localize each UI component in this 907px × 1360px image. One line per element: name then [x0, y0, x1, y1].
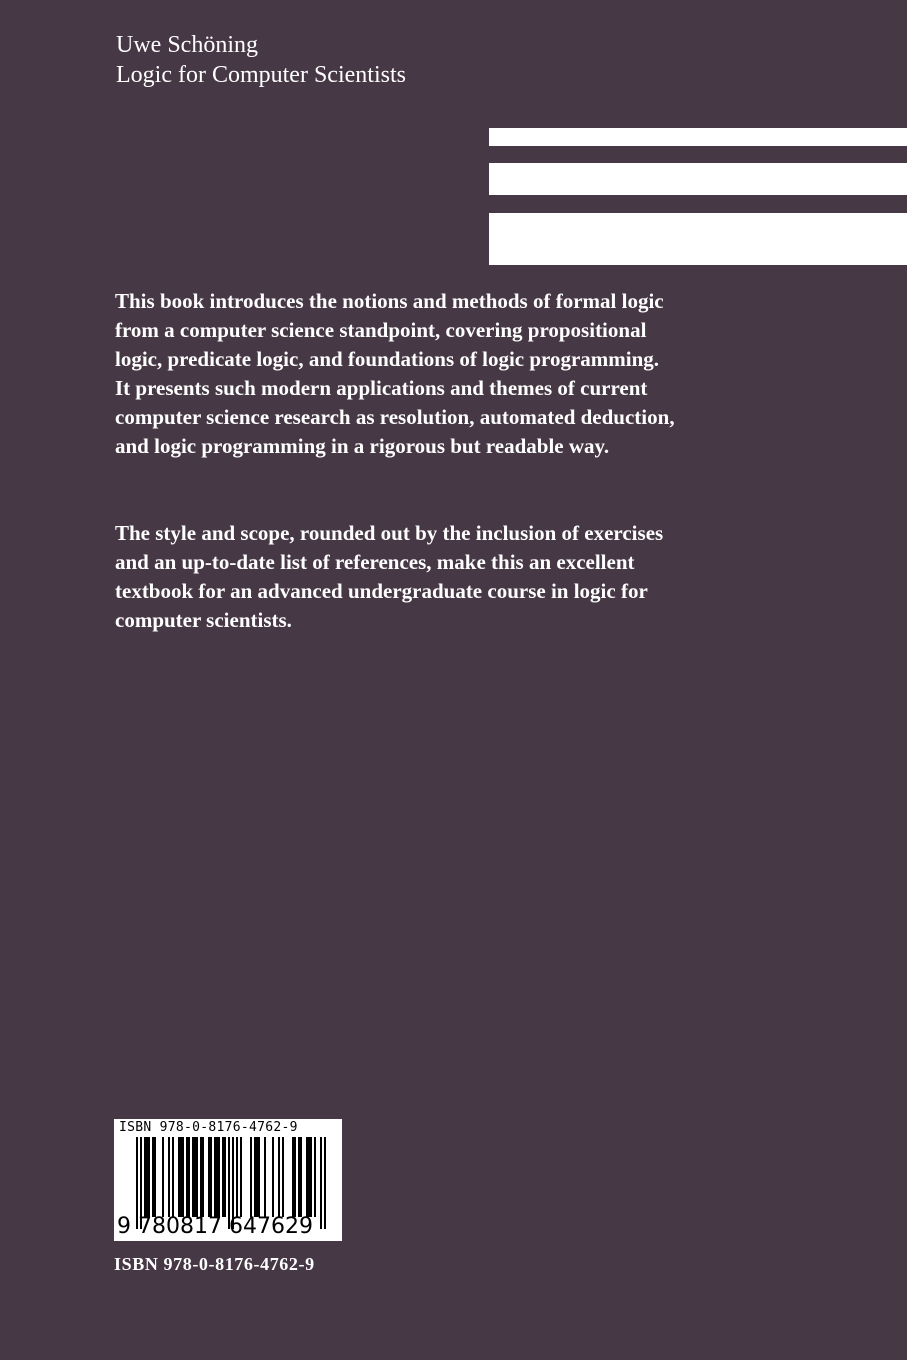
barcode-bar: [306, 1137, 308, 1217]
barcode-bar: [298, 1137, 300, 1217]
barcode-bar: [254, 1137, 256, 1217]
barcode-bar: [324, 1137, 326, 1229]
barcode-isbn-label: ISBN 978-0-8176-4762-9: [119, 1120, 298, 1135]
barcode-bar: [148, 1137, 150, 1217]
barcode-bar: [250, 1137, 252, 1217]
barcode-bar: [200, 1137, 202, 1217]
barcode-bar: [282, 1137, 284, 1217]
isbn-text: ISBN 978-0-8176-4762-9: [114, 1254, 315, 1274]
barcode-bar: [278, 1137, 280, 1217]
barcode-bar: [194, 1137, 196, 1217]
barcode-bar: [310, 1137, 312, 1217]
barcode-bar: [154, 1137, 156, 1217]
barcode-bar: [172, 1137, 174, 1217]
barcode-bar: [236, 1137, 238, 1217]
barcode-bar: [186, 1137, 188, 1217]
barcode-bar: [178, 1137, 180, 1217]
barcode-bar: [168, 1137, 170, 1217]
barcode-bar: [202, 1137, 204, 1217]
barcode-bar: [182, 1137, 184, 1217]
book-title: Logic for Computer Scientists: [116, 62, 406, 88]
barcode-bar: [224, 1137, 226, 1217]
barcode-bar: [308, 1137, 310, 1217]
barcode-bar: [208, 1137, 210, 1217]
barcode-bar: [314, 1137, 316, 1217]
barcode-bar: [144, 1137, 146, 1217]
barcode-bar: [258, 1137, 260, 1217]
barcode-bar: [210, 1137, 212, 1217]
barcode-bar: [222, 1137, 224, 1217]
barcode-box: [114, 1119, 342, 1241]
barcode-bar: [300, 1137, 302, 1217]
barcode-bar: [214, 1137, 216, 1217]
barcode-bar: [192, 1137, 194, 1217]
barcode-bar: [320, 1137, 322, 1229]
barcode-bar: [218, 1137, 220, 1217]
description-paragraph-1: This book introduces the notions and methods of formal logic from a computer science standpoint, covering propositional logic, predicate logic, and foundations of logic programming. It presents such modern applications and themes of current computer science research as resolution, automated deduction, and logic programming in a rigorous but readable way.: [115, 289, 675, 458]
barcode-bar: [216, 1137, 218, 1217]
barcode-bar: [152, 1137, 154, 1217]
barcode-bar: [256, 1137, 258, 1217]
barcode-bar: [292, 1137, 294, 1217]
barcode-digits: 9 780817 647629: [117, 1214, 313, 1239]
barcode-bar: [240, 1137, 242, 1217]
description-paragraph-2: The style and scope, rounded out by the inclusion of exercises and an up-to-date list of references, make this an excellent textbook for an advanced undergraduate course in logic for computer scientists.: [115, 521, 664, 632]
barcode-bar: [196, 1137, 198, 1217]
barcode-bar: [162, 1137, 164, 1217]
barcode-bar: [188, 1137, 190, 1217]
barcode-bar: [146, 1137, 148, 1217]
decorative-stripe-top: [489, 128, 907, 146]
author-name: Uwe Schöning: [116, 32, 258, 58]
barcode-bar: [272, 1137, 274, 1217]
barcode-bar: [294, 1137, 296, 1217]
barcode-bar: [264, 1137, 266, 1217]
decorative-stripe-bottom: [489, 213, 907, 265]
decorative-stripe-middle: [489, 163, 907, 195]
barcode-bar: [180, 1137, 182, 1217]
